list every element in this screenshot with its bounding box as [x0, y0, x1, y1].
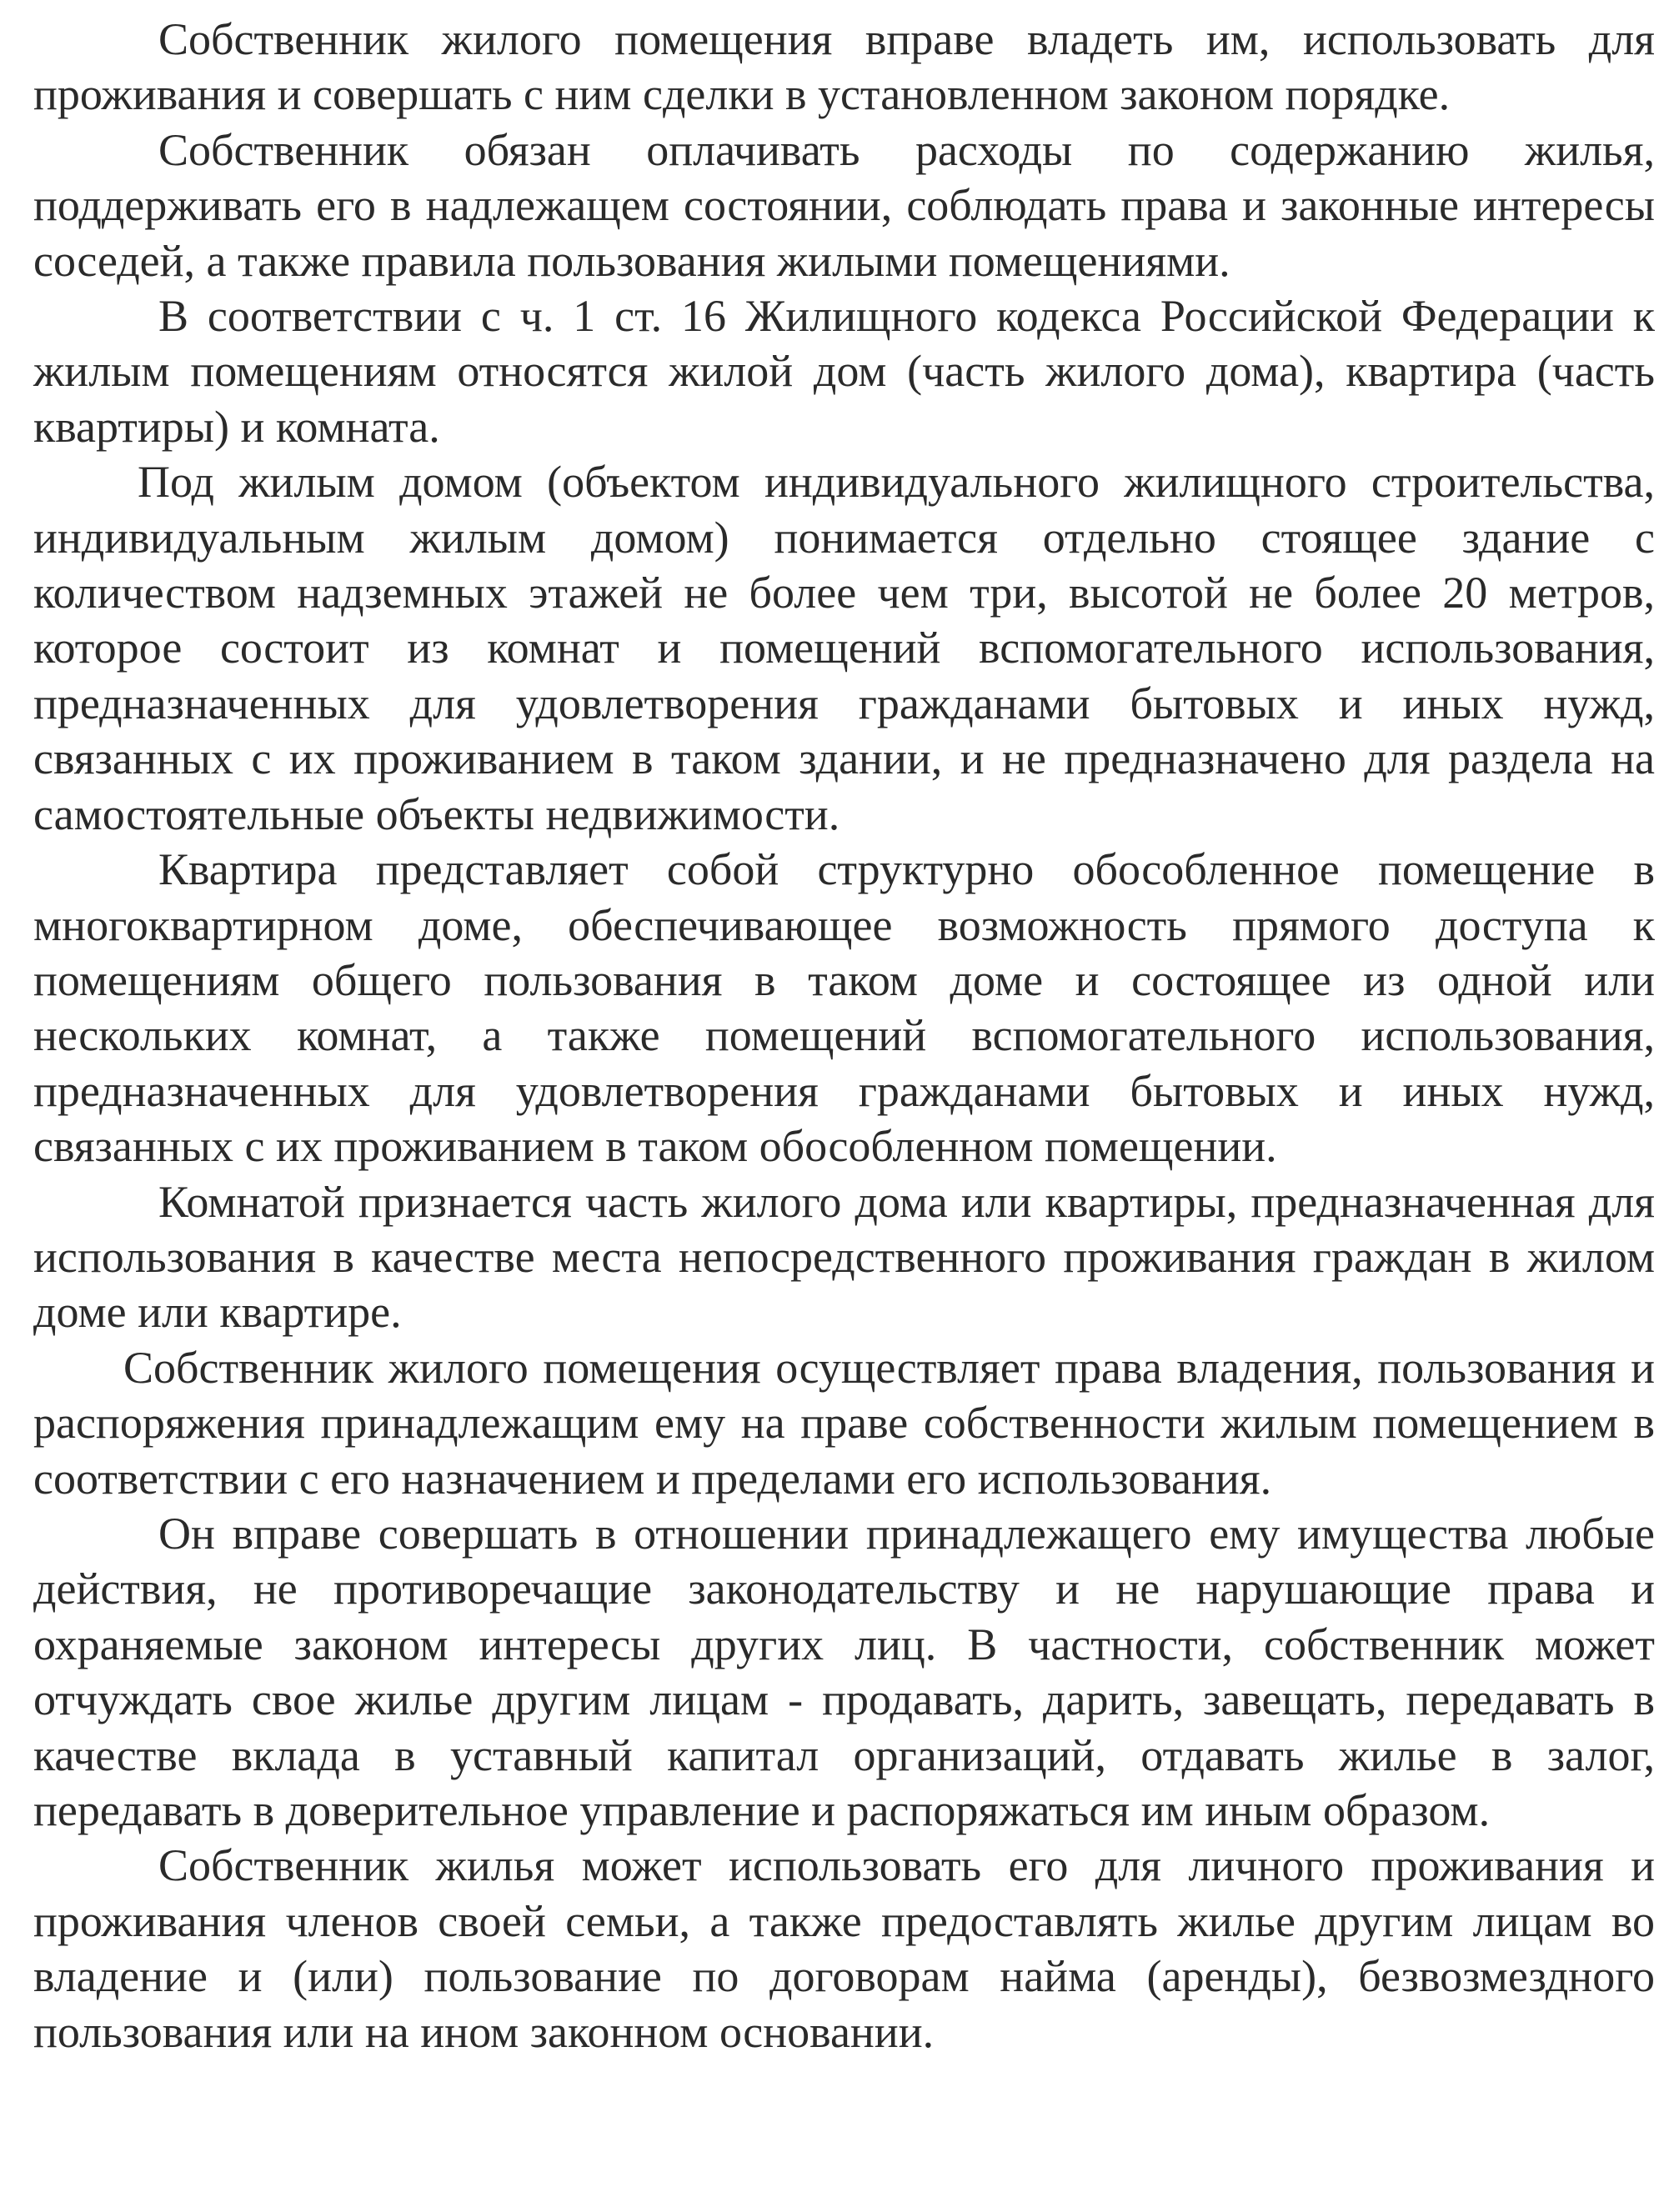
paragraph-house-definition: Под жилым домом (объектом индивидуального жилищного строительства, индивидуальным жилым домом) понимается отдельно стоящее здание с количеством надземных этажей не более чем три, высотой не более 20 метров, которое состоит из комнат и помещений вспомогательного использования, предназначенных для удовлетворения гражданами бытовых и иных нужд, связанных с их проживанием в таком здании, и не предназначено для раздела на самостоятельные объекты недвижимости.	[33, 457, 1655, 839]
paragraph-owner-duties: Собственник обязан оплачивать расходы по содержанию жилья, поддерживать его в надлежащем состоянии, соблюдать права и законные интересы соседей, а также правила пользования жилыми помещениями.	[33, 124, 1655, 286]
paragraph-owner-powers: Собственник жилого помещения осуществляет права владения, пользования и распоряжения принадлежащим ему на праве собственности жилым помещением в соответствии с его назначением и пределами его использования.	[33, 1342, 1655, 1504]
paragraph-room-definition: Комнатой признается часть жилого дома или квартиры, предназначенная для использования в качестве места непосредственного проживания граждан в жилом доме или квартире.	[33, 1176, 1655, 1338]
paragraph-housing-types: В соответствии с ч. 1 ст. 16 Жилищного кодекса Российской Федерации к жилым помещениям относятся жилой дом (часть жилого дома), квартира (часть квартиры) и комната.	[33, 291, 1655, 452]
paragraph-apartment-definition: Квартира представляет собой структурно обособленное помещение в многоквартирном доме, обеспечивающее возможность прямого доступа к помещениям общего пользования в таком доме и состоящее из одной или нескольких комнат, а также помещений вспомогательного использования, предназначенных для удовлетворения гражданами бытовых и иных нужд, связанных с их проживанием в таком обособленном помещении.	[33, 844, 1655, 1172]
document-body	[33, 12, 1655, 2059]
paragraph-owner-actions: Он вправе совершать в отношении принадлежащего ему имущества любые действия, не противоречащие законодательству и не нарушающие права и охраняемые законом интересы других лиц. В частности, собственник может отчуждать свое жилье другим лицам - продавать, дарить, завещать, передавать в качестве вклада в уставный капитал организаций, отдавать жилье в залог, передавать в доверительное управление и распоряжаться им иным образом.	[33, 1508, 1655, 1835]
paragraph-owner-use: Собственник жилья может использовать его для личного проживания и проживания членов своей семьи, а также предоставлять жилье другим лицам во владение и (или) пользование по договорам найма (аренды), безвозмездного пользования или на ином законном основании.	[33, 1840, 1655, 2057]
paragraph-owner-rights: Собственник жилого помещения вправе владеть им, использовать для проживания и совершать с ним сделки в установленном законом порядке.	[33, 14, 1655, 120]
